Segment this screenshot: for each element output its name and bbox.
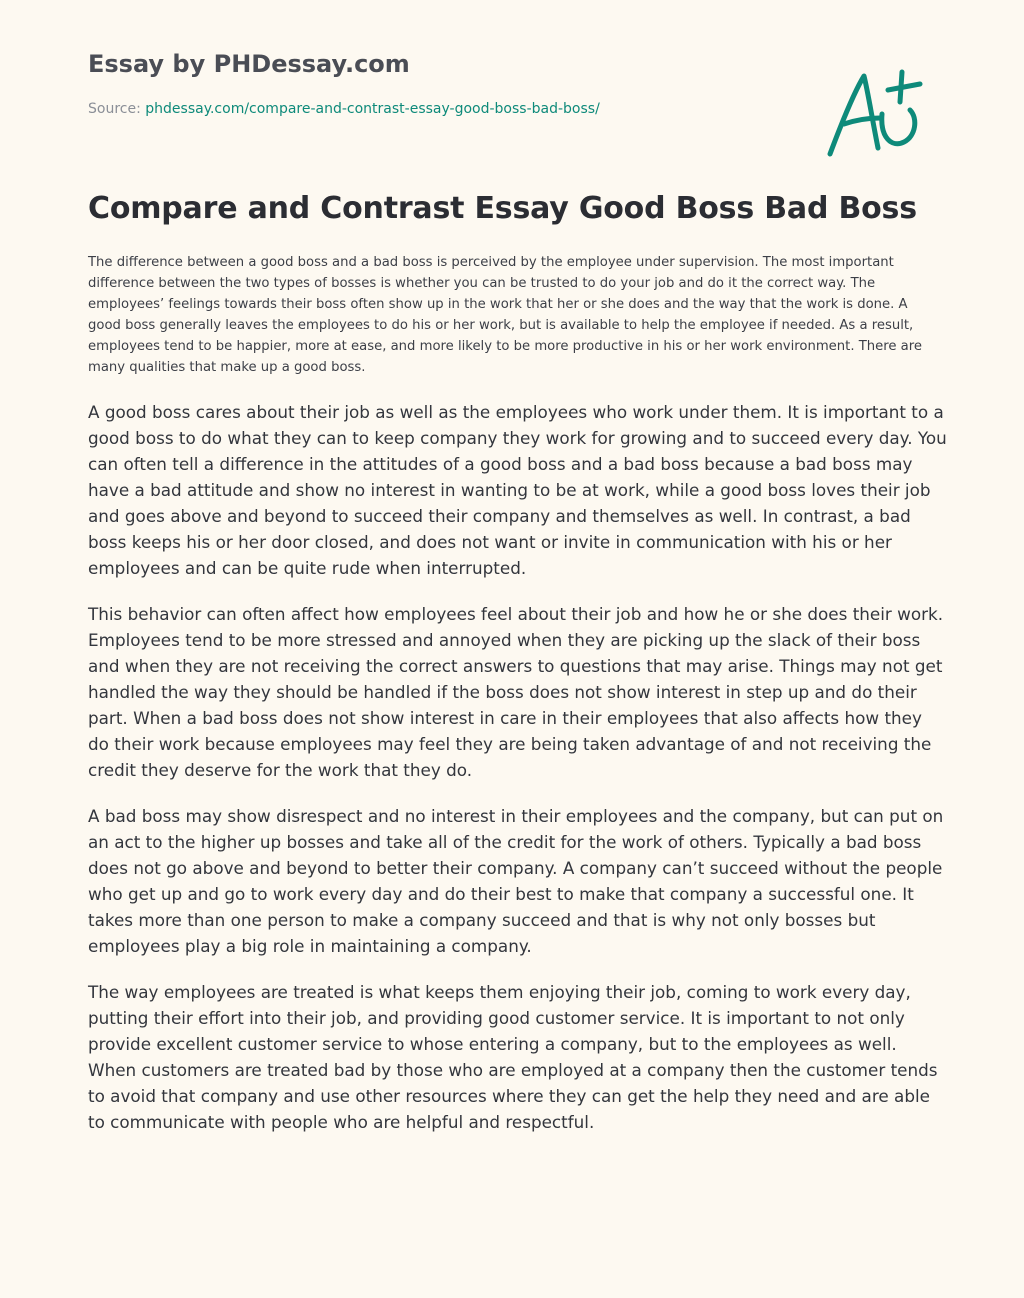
essay-body — [88, 399, 948, 1155]
essay-paragraph: The way employees are treated is what keeps them enjoying their job, coming to work every day, putting their effort into their job, and providing good customer service. It is important to not only provide excellent customer service to whose entering a company, but to the employees as well. When customers are treated bad by those who are employed at a company then the customer tends to avoid that company and use other resources where they can get the help they need and are able to communicate with people who are helpful and respectful. — [88, 982, 938, 1132]
source-label: Source: — [88, 101, 141, 117]
source-line — [88, 101, 600, 117]
essay-title: Compare and Contrast Essay Good Boss Bad Boss — [88, 191, 917, 226]
source-link[interactable]: phdessay.com/compare-and-contrast-essay-good-boss-bad-boss/ — [145, 101, 600, 117]
logo-swirl — [882, 110, 915, 144]
logo-plus-horizontal — [888, 84, 920, 90]
logo-letter-a — [830, 76, 878, 154]
a-plus-logo-icon — [820, 62, 928, 162]
essay-paragraph: A good boss cares about their job as well as the employees who work under them. It is important to a good boss to do what they can to keep company they work for growing and to succeed every day. You can often tell a difference in the attitudes of a good boss and a bad boss because a bad boss may have a bad attitude and show no interest in wanting to be at work, while a good boss loves their job and goes above and beyond to succeed their company and themselves as well. In contrast, a bad boss keeps his or her door closed, and does not want or invite in communication with his or her employees and can be quite rude when interrupted. — [88, 402, 947, 578]
essay-paragraph: A bad boss may show disrespect and no interest in their employees and the company, but can put on an act to the higher up bosses and take all of the credit for the work of others. Typically a bad boss does not go above and beyond to better their company. A company can’t succeed without the people who get up and go to work every day and do their best to make that company a successful one. It takes more than one person to make a company succeed and that is why not only bosses but employees play a big role in maintaining a company. — [88, 806, 944, 956]
site-title: Essay by PHDessay.com — [88, 50, 410, 78]
essay-paragraph: This behavior can often affect how employees feel about their job and how he or she does their work. Employees tend to be more stressed and annoyed when they are picking up the slack of their boss and when they are not receiving the correct answers to questions that may arise. Things may not get handled the way they should be handled if the boss does not show interest in step up and do their part. When a bad boss does not show interest in care in their employees that also affects how they do their work because employees may feel they are being taken advantage of and not receiving the credit they deserve for the work that they do. — [88, 604, 944, 780]
essay-intro: The difference between a good boss and a bad boss is perceived by the employee under supervision. The most important difference between the two types of bosses is whether you can be trusted to do your job and do it the correct way. The employees’ feelings towards their boss often show up in the work that her or she does and the way that the work is done. A good boss generally leaves the employees to do his or her work, but is available to help the employee if needed. As a result, employees tend to be happier, more at ease, and more likely to be more productive in his or her work environment. There are many qualities that make up a good boss. — [88, 255, 922, 375]
